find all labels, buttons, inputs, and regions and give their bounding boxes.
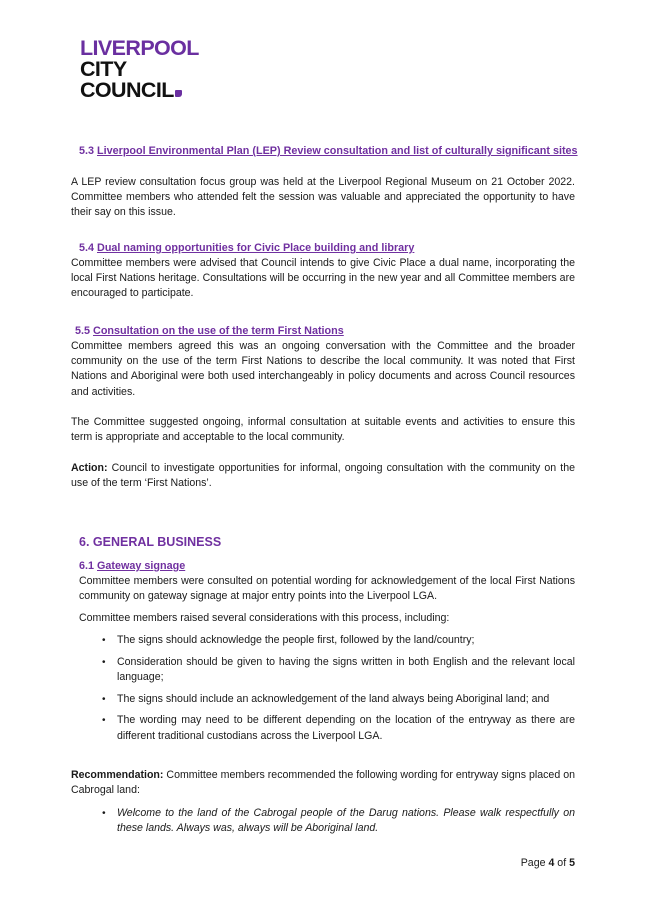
page-of-label: of xyxy=(557,857,567,869)
action-label: Action: xyxy=(71,462,108,474)
action-note xyxy=(71,461,575,491)
logo-line-1: LIVERPOOL xyxy=(80,36,199,60)
para-6-1-a: Committee members were consulted on potential wording for acknowledgement of the local First Nations community on gateway signage at major entry points into the Liverpool LGA. xyxy=(79,575,575,603)
council-logo xyxy=(80,38,230,101)
bullet-icon: • xyxy=(102,808,106,819)
heading-6-1-title: Gateway signage xyxy=(97,560,186,572)
page-number xyxy=(521,857,575,869)
recommendation-note xyxy=(71,768,575,798)
para-6-1-b: Committee members raised several considerations with this process, including: xyxy=(79,612,450,624)
bullet-icon: • xyxy=(102,635,106,646)
logo-dot-icon xyxy=(175,90,182,97)
logo-line-3 xyxy=(80,80,230,101)
heading-5-3-number: 5.3 xyxy=(79,145,95,157)
recommendation-text: Committee members recommended the following wording for entryway signs placed on Cabrogal land: xyxy=(71,769,575,797)
list-item xyxy=(71,633,575,648)
heading-6-1-number: 6.1 xyxy=(79,560,95,572)
bullet-icon: • xyxy=(102,656,106,668)
list-item xyxy=(71,692,575,707)
list-item xyxy=(71,806,575,836)
heading-5-4 xyxy=(71,241,583,256)
para-5-5-a: Committee members agreed this was an ongoing conversation with the Committee and the broader community on the use of the term First Nations to describe the local community. It was noted that First Nations and Aboriginal were both used interchangeably in policy documents and across Council resources and activities. xyxy=(71,340,575,398)
heading-5-3-title: Liverpool Environmental Plan (LEP) Review consultation and list of culturally significant sites xyxy=(97,145,578,157)
heading-6-1 xyxy=(71,559,583,574)
heading-5-4-number: 5.4 xyxy=(79,242,95,254)
bullet-icon: • xyxy=(102,715,106,727)
heading-5-5-title: Consultation on the use of the term First Nations xyxy=(93,325,344,337)
page-label: Page xyxy=(520,857,546,869)
bullet-icon: • xyxy=(102,693,106,705)
recommendation-label: Recommendation: xyxy=(71,769,164,781)
action-text: Council to investigate opportunities for informal, ongoing consultation with the community on the use of the term ‘First Nations’. xyxy=(71,462,575,490)
considerations-list xyxy=(71,633,575,750)
para-5-3: A LEP review consultation focus group was held at the Liverpool Regional Museum on 21 October 2022. Committee members who attended felt the session was valuable and appreciated the opportunity to have their say on this issue. xyxy=(71,176,575,219)
logo-line-3-text: COUNCIL xyxy=(80,78,174,102)
list-item-text: The signs should include an acknowledgement of the land always being Aboriginal land; and xyxy=(117,692,550,705)
list-item-text: Consideration should be given to having the signs written in both English and the relevant local language; xyxy=(117,655,575,683)
para-5-5-b: The Committee suggested ongoing, informal consultation at suitable events and activities to ensure this term is appropriate and acceptable to the local community. xyxy=(71,416,575,444)
list-item xyxy=(71,655,575,685)
list-item xyxy=(71,713,575,743)
heading-5-3 xyxy=(71,144,601,159)
page-current: 4 xyxy=(548,857,555,869)
heading-5-4-title: Dual naming opportunities for Civic Place building and library xyxy=(97,242,415,254)
heading-5-5-number: 5.5 xyxy=(75,325,91,337)
recommended-wording: Welcome to the land of the Cabrogal people of the Darug nations. Please walk respectfully on these lands. Always was, always will be Aboriginal land. xyxy=(117,807,575,835)
logo-line-2: CITY xyxy=(80,57,127,81)
section-6-title: 6. GENERAL BUSINESS xyxy=(79,535,222,549)
heading-5-5 xyxy=(71,324,579,339)
para-5-4: Committee members were advised that Council intends to give Civic Place a dual name, incorporating the local First Nations heritage. Consultations will be occurring in the new year and all Committee members are encouraged to participate. xyxy=(71,257,575,300)
list-item-text: The wording may need to be different depending on the location of the entryway as there are different traditional custodians across the Liverpool LGA. xyxy=(117,714,575,742)
page-total: 5 xyxy=(569,857,575,869)
list-item-text: The signs should acknowledge the people first, followed by the land/country; xyxy=(117,634,475,646)
recommended-wording-list xyxy=(71,806,575,843)
